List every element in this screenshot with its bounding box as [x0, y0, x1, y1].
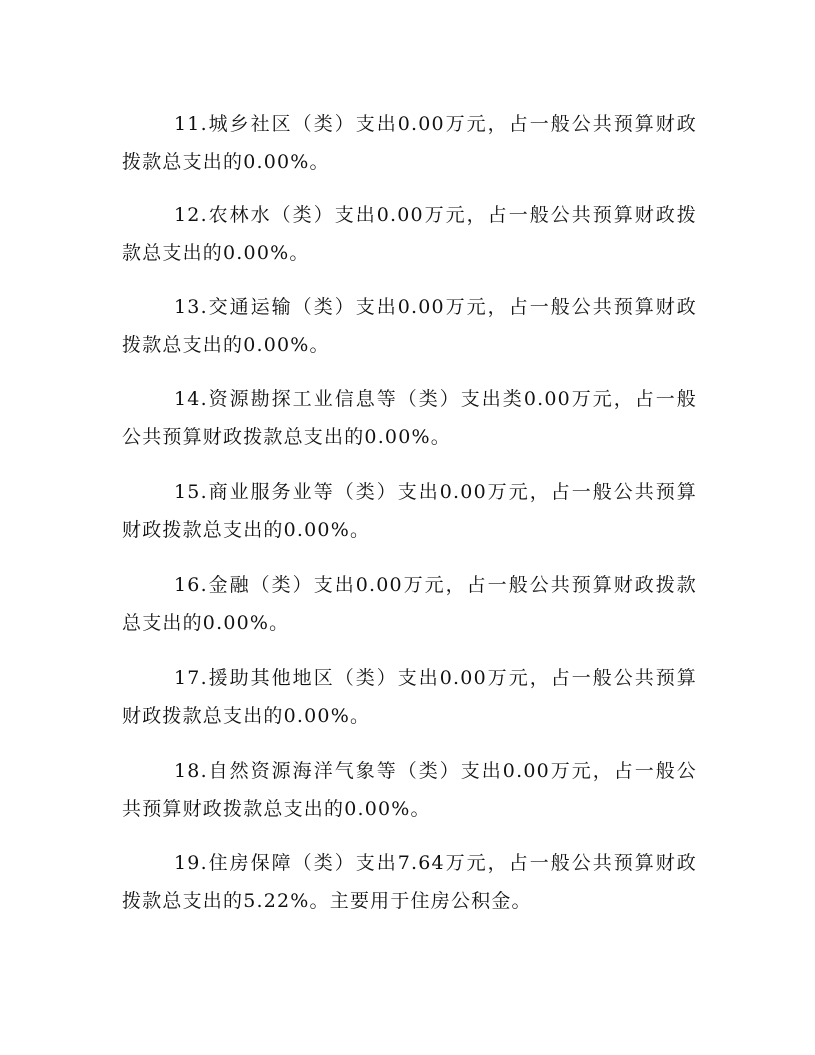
paragraph-natural-resources-ocean-weather: 18.自然资源海洋气象等（类）支出0.00万元，占一般公共预算财政拨款总支出的0.00%。	[122, 760, 697, 820]
paragraph-agriculture-forestry-water: 12.农林水（类）支出0.00万元，占一般公共预算财政拨款总支出的0.00%。	[122, 204, 697, 264]
paragraph-transportation: 13.交通运输（类）支出0.00万元，占一般公共预算财政拨款总支出的0.00%。	[122, 296, 697, 356]
paragraph-housing-security: 19.住房保障（类）支出7.64万元，占一般公共预算财政拨款总支出的5.22%。主要用于住房公积金。	[122, 852, 697, 912]
paragraph-finance: 16.金融（类）支出0.00万元，占一般公共预算财政拨款总支出的0.00%。	[122, 574, 697, 634]
paragraph-urban-rural-community: 11.城乡社区（类）支出0.00万元，占一般公共预算财政拨款总支出的0.00%。	[122, 113, 697, 173]
paragraph-commerce-services: 15.商业服务业等（类）支出0.00万元，占一般公共预算财政拨款总支出的0.00%。	[122, 481, 697, 541]
paragraph-aid-other-regions: 17.援助其他地区（类）支出0.00万元，占一般公共预算财政拨款总支出的0.00%。	[122, 667, 697, 727]
paragraph-resource-exploration-industry: 14.资源勘探工业信息等（类）支出类0.00万元，占一般公共预算财政拨款总支出的0.00%。	[122, 388, 697, 448]
